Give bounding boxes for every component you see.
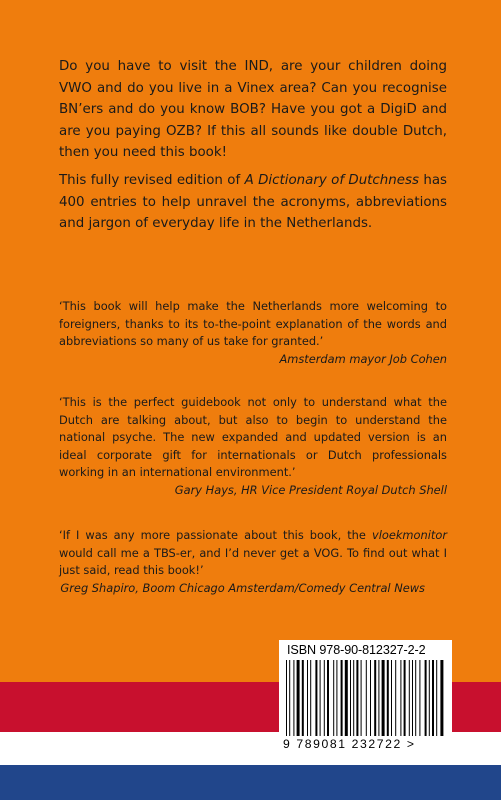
- barcode-bar: [366, 660, 367, 736]
- quote-3-attribution: Greg Shapiro, Boom Chicago Amsterdam/Comedy Central News: [60, 580, 425, 595]
- barcode-bar: [440, 660, 443, 736]
- quote-1: [59, 298, 447, 368]
- barcode-panel: [279, 640, 452, 757]
- barcode-bar: [307, 660, 308, 736]
- quote-3-text-end: would call me a TBS-er, and I’d never get a VOG. To find out what I just said, read this book!’: [59, 545, 447, 578]
- barcode-icon: [284, 660, 447, 740]
- barcode-bar: [293, 660, 294, 736]
- barcode-bar: [302, 660, 304, 736]
- barcode-bar: [395, 660, 396, 736]
- quote-1-text: ‘This book will help make the Netherlands more welcoming to foreigners, thanks to its to-the-point explanation of the words and abbreviations so many of us take for granted.’: [59, 299, 447, 349]
- barcode-bar: [297, 660, 300, 736]
- barcode-bar: [419, 660, 420, 736]
- quote-3-emphasis: vloekmonitor: [371, 528, 447, 542]
- barcode-bar: [310, 660, 311, 736]
- quote-2: [59, 394, 447, 500]
- barcode-bar: [382, 660, 385, 736]
- intro-paragraph-2-end: has 400 entries to help unravel the acronyms, abbreviations and jargon of everyday life in the Netherlands.: [59, 173, 447, 232]
- barcode-bar: [425, 660, 427, 736]
- barcode-bar: [356, 660, 358, 736]
- isbn-label: ISBN 978-90-812327-2-2: [287, 643, 426, 657]
- barcode-bar: [370, 660, 371, 736]
- intro-paragraph-1: Do you have to visit the IND, are your children doing VWO and do you live in a Vinex area? Can you recognise BN’ers and do you know BOB? Have you got a DigiD and are you paying OZB? If this all sounds like double Dutch, then you need this book!: [59, 59, 447, 161]
- barcode-bar: [353, 660, 354, 736]
- barcode-bar: [286, 660, 287, 736]
- barcode-bar: [374, 660, 376, 736]
- barcode-bar: [361, 660, 362, 736]
- flag-stripe-blue: [0, 765, 501, 800]
- quote-3: [59, 527, 447, 597]
- barcode-bar: [436, 660, 437, 736]
- barcode-bar: [350, 660, 351, 736]
- barcode-bar: [341, 660, 343, 736]
- barcode-bar: [429, 660, 430, 736]
- quote-2-attribution: Gary Hays, HR Vice President Royal Dutch Shell: [174, 482, 447, 497]
- intro-paragraph-2: [59, 170, 447, 235]
- barcode-bar: [324, 660, 325, 736]
- barcode-bar: [415, 660, 416, 736]
- quote-3-text-start: ‘If I was any more passionate about this book, the: [59, 528, 372, 542]
- book-title: A Dictionary of Dutchness: [244, 173, 419, 188]
- quote-1-attribution: Amsterdam mayor Job Cohen: [279, 351, 447, 366]
- barcode-bar: [333, 660, 334, 736]
- barcode-bar: [289, 660, 290, 736]
- barcode-bar: [378, 660, 379, 736]
- barcode-bar: [391, 660, 392, 736]
- barcode-bar: [345, 660, 348, 736]
- barcode-bar: [400, 660, 401, 736]
- quote-2-text: ‘This is the perfect guidebook not only to understand what the Dutch are talking about, but also to begin to understand the national psyche. The new expanded and updated version is an ideal corporate gift for internationals or Dutch professionals working in an international environment.’: [59, 395, 447, 480]
- barcode-bar: [336, 660, 337, 736]
- barcode-bar: [327, 660, 329, 736]
- barcode-bar: [409, 660, 410, 736]
- barcode-digits: 9 789081 232722 >: [283, 737, 416, 751]
- barcode-bar: [412, 660, 413, 736]
- barcode-bar: [315, 660, 317, 736]
- intro-paragraph-2-start: This fully revised edition of: [59, 173, 245, 188]
- barcode-bar: [387, 660, 389, 736]
- barcode-bar: [432, 660, 434, 736]
- barcode-bar: [404, 660, 406, 736]
- barcode-bar: [320, 660, 321, 736]
